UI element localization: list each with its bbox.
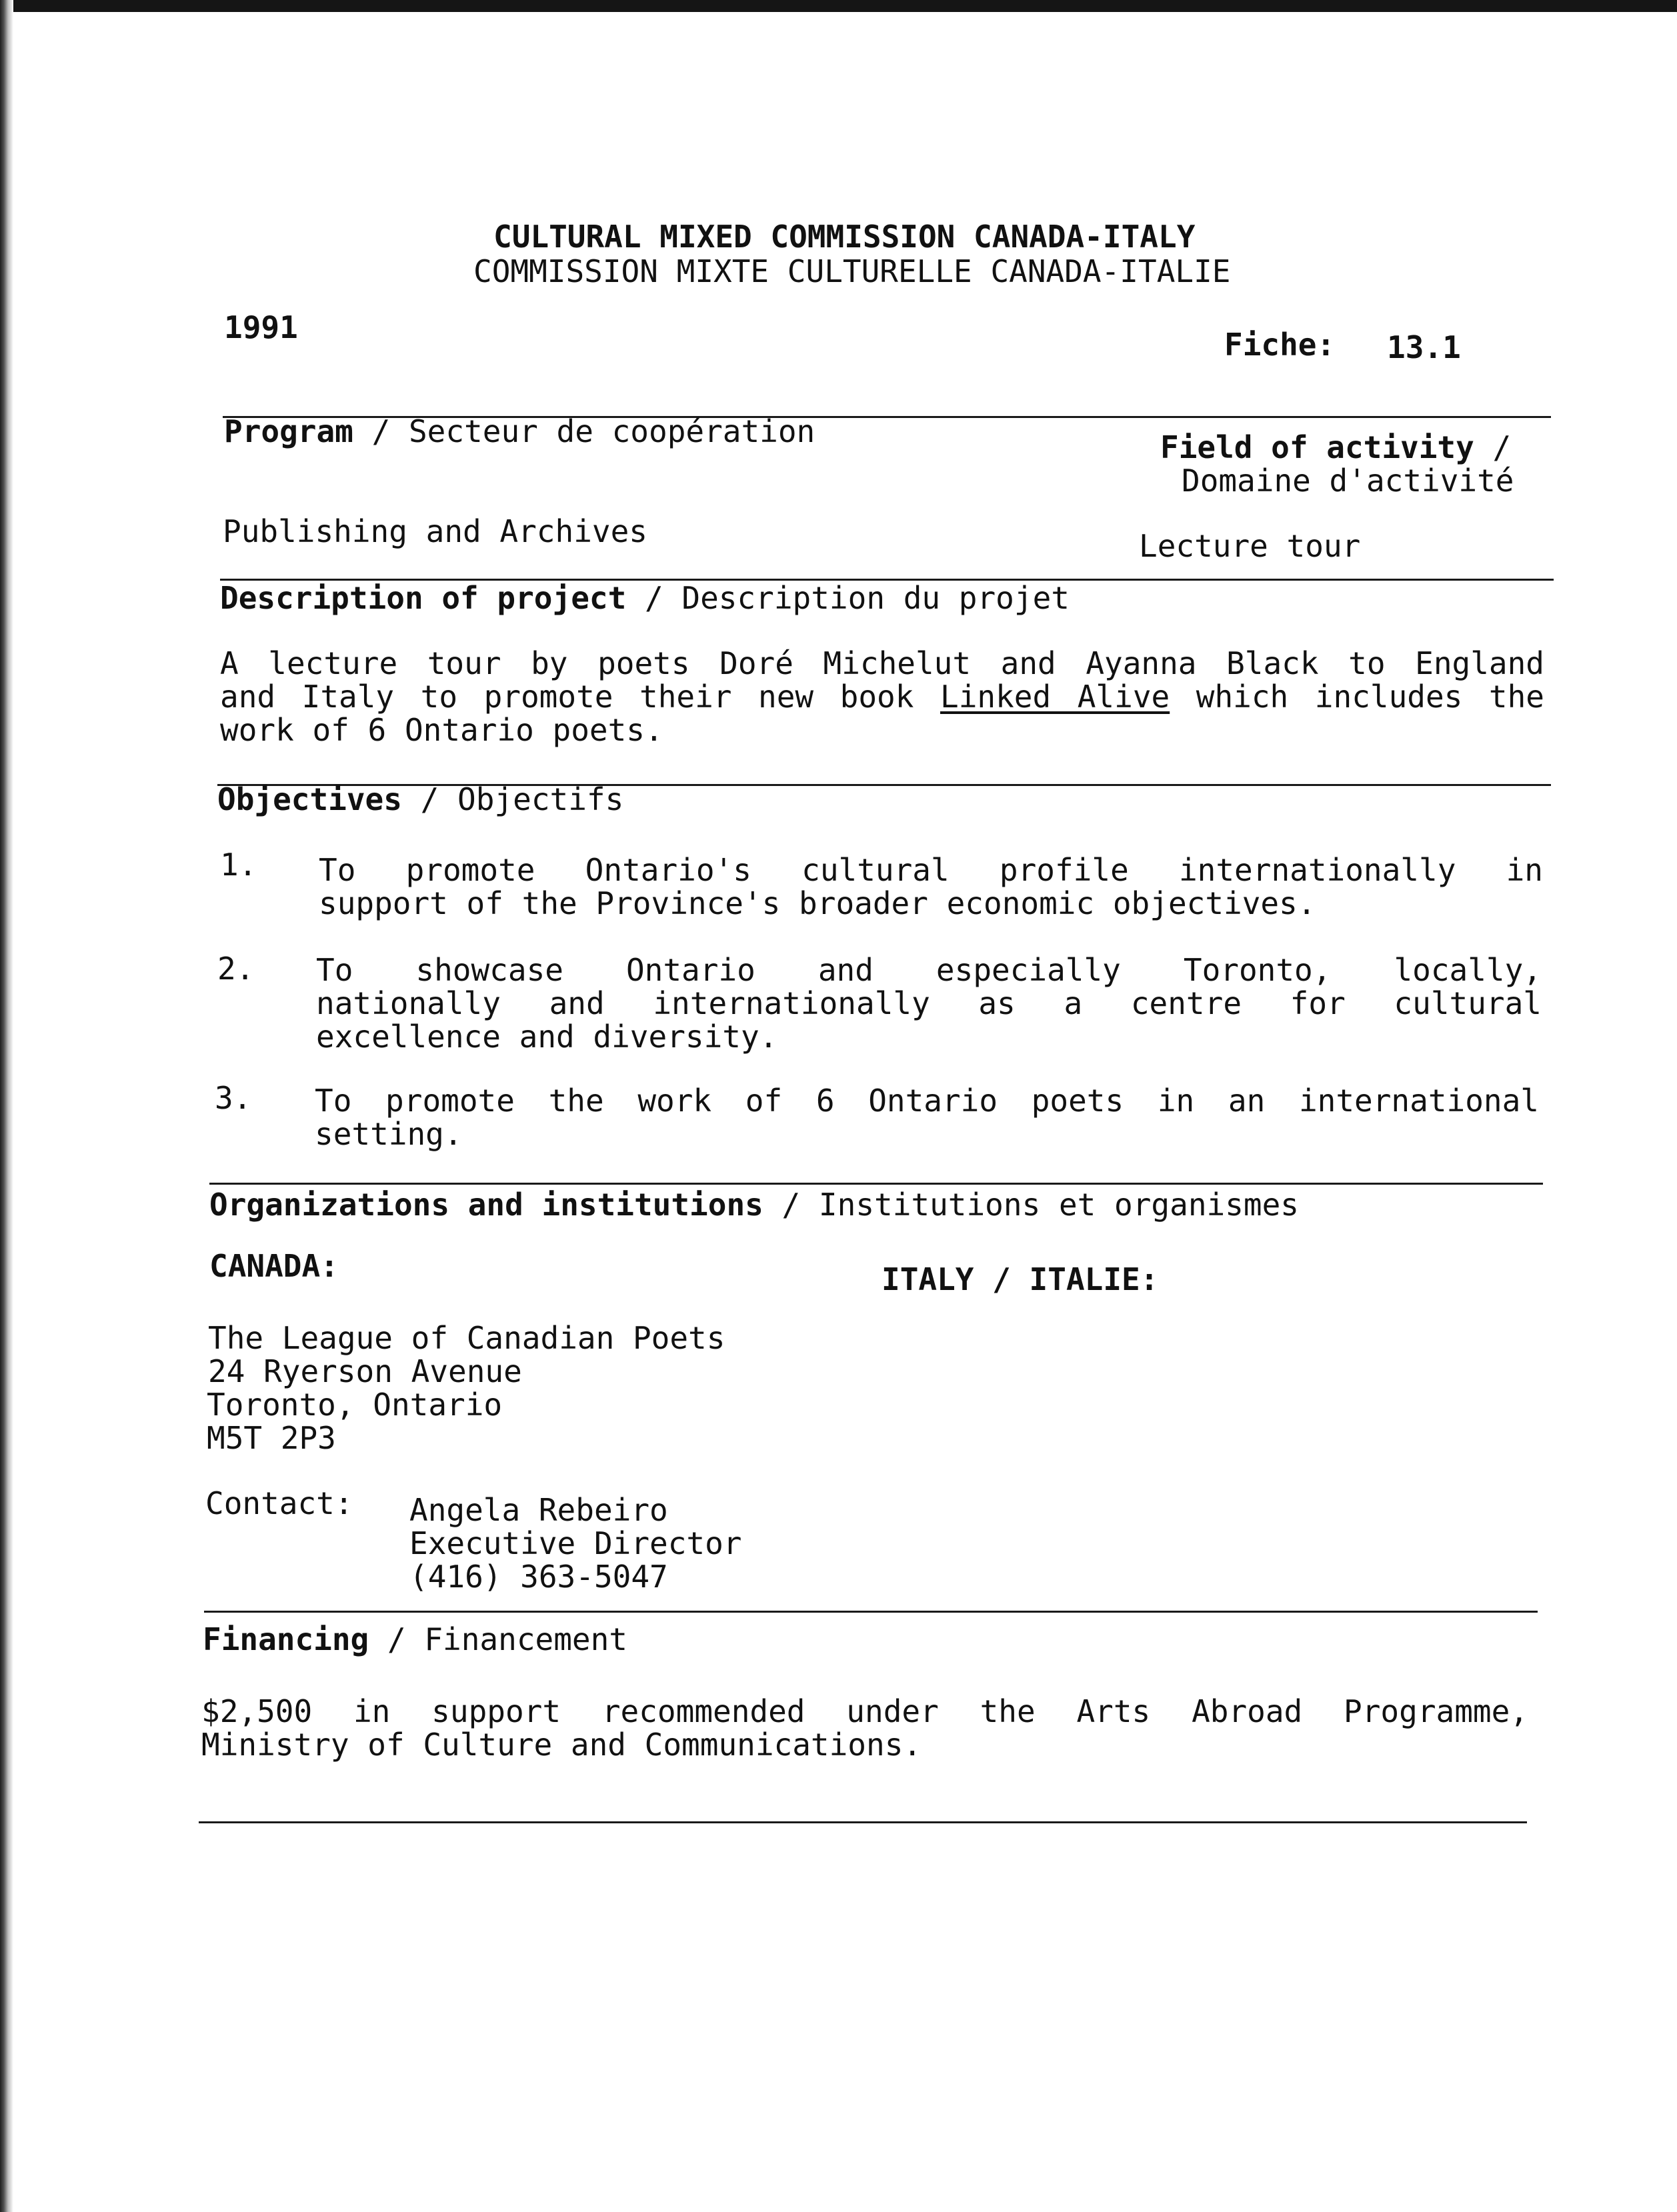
year: 1991 [224,309,298,345]
objective-3-number: 3. [215,1080,252,1116]
address-line-2: 24 Ryerson Avenue [208,1353,522,1389]
address-line-1: The League of Canadian Poets [208,1320,725,1356]
scan-top-edge [0,0,1677,12]
field-value: Lecture tour [1139,528,1361,564]
financing-label: Financing / Financement [203,1621,627,1657]
description-line-1: A lecture tour by poets Doré Michelut and Ayanna Black to England [220,645,1544,681]
field-label-french: Domaine d'activité [1182,463,1514,499]
canada-label: CANADA: [209,1248,339,1284]
contact-title: Executive Director [409,1525,742,1561]
description-line-2: and Italy to promote their new book Linked Alive which includes the [220,679,1544,715]
title-english: CULTURAL MIXED COMMISSION CANADA-ITALY [493,219,1196,255]
rule-5 [204,1611,1538,1613]
rule-6 [199,1821,1527,1823]
field-label-english: Field of activity / [1160,429,1512,465]
address-line-4: M5T 2P3 [207,1420,336,1456]
program-label: Program / Secteur de coopération [224,413,815,449]
objective-2-number: 2. [217,951,255,987]
italy-label: ITALY / ITALIE: [882,1261,1159,1297]
objective-1-number: 1. [220,847,257,883]
rule-4 [209,1183,1543,1185]
objective-2-text: To showcase Ontario and especially Toronto, locally, nationally and internationally as a centre for cultural excellence and diversity. [316,952,1542,1055]
fiche-value: 13.1 [1387,329,1461,365]
objective-3-text: To promote the work of 6 Ontario poets in an international setting. [315,1083,1539,1152]
book-title: Linked Alive [940,679,1170,715]
contact-name: Angela Rebeiro [409,1492,668,1528]
description-label: Description of project / Description du projet [220,580,1070,616]
address-line-3: Toronto, Ontario [207,1387,503,1423]
fiche-label: Fiche: [1224,327,1336,363]
description-line-3: work of 6 Ontario poets. [220,712,663,748]
scan-left-edge [0,0,13,2212]
financing-text: $2,500 in support recommended under the Arts Abroad Programme, Ministry of Culture and Communications. [201,1693,1528,1763]
contact-phone: (416) 363-5047 [409,1559,668,1595]
contact-label: Contact: [205,1485,353,1521]
objective-1-text: To promote Ontario's cultural profile internationally in support of the Province's broader economic objectives. [319,852,1543,921]
description-text [220,647,1544,747]
title-french: COMMISSION MIXTE CULTURELLE CANADA-ITALIE [473,253,1231,289]
program-value: Publishing and Archives [223,513,647,549]
objectives-label: Objectives / Objectifs [217,781,624,817]
organizations-label: Organizations and institutions / Institutions et organismes [209,1187,1299,1223]
